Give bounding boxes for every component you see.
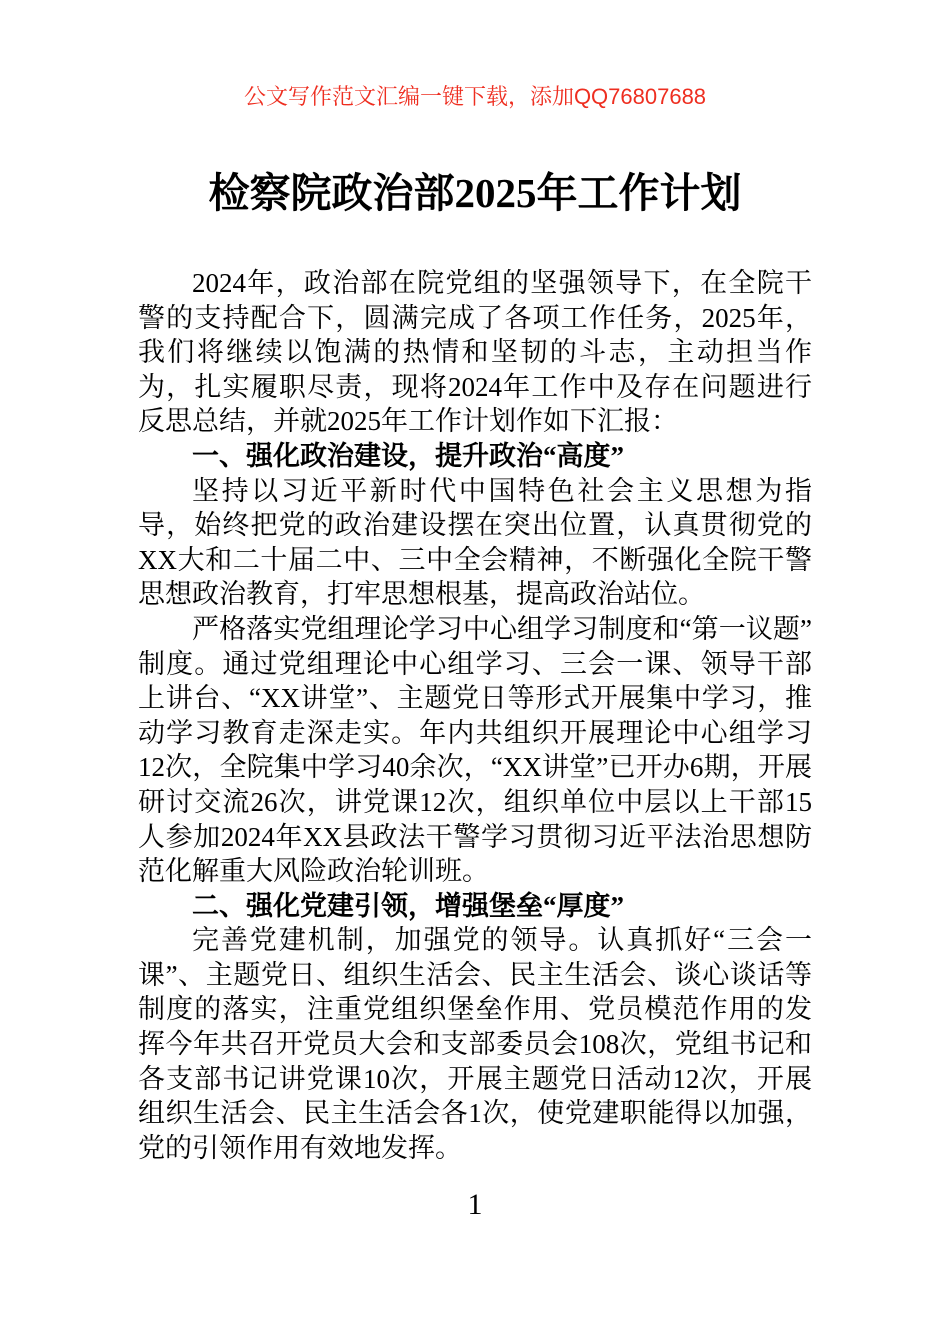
- promo-notice: 公文写作范文汇编一键下载，添加QQ76807688: [243, 84, 707, 109]
- paragraph-intro: 2024年，政治部在院党组的坚强领导下，在全院干警的支持配合下，圆满完成了各项工作任务，2025年，我们将继续以饱满的热情和坚韧的斗志，主动担当作为，扎实履职尽责，现将2024年工作中及存在问题进行反思总结，并就2025年工作计划作如下汇报：: [138, 268, 812, 437]
- section-heading-1: 一、强化政治建设，提升政治“高度”: [192, 440, 624, 471]
- section-heading-2: 二、强化党建引领，增强堡垒“厚度”: [192, 890, 624, 921]
- paragraph-section1-b: 严格落实党组理论学习中心组学习制度和“第一议题”制度。通过党组理论中心组学习、三会一课、领导干部上讲台、“XX讲堂”、主题党日等形式开展集中学习，推动学习教育走深走实。年内共组织开展理论中心组学习12次，全院集中学习40余次，“XX讲堂”已开办6期，开展研讨交流26次，讲党课12次，组织单位中层以上干部15人参加2024年XX县政法干警学习贯彻习近平法治思想防范化解重大风险政治轮训班。: [138, 613, 812, 887]
- document-title: 检察院政治部2025年工作计划: [208, 170, 742, 216]
- page-number: 1: [467, 1188, 483, 1221]
- document-body: [138, 266, 812, 1165]
- paragraph-section1-a: 坚持以习近平新时代中国特色社会主义思想为指导，始终把党的政治建设摆在突出位置，认真贯彻党的XX大和二十届二中、三中全会精神，不断强化全院干警思想政治教育，打牢思想根基，提高政治站位。: [138, 475, 812, 610]
- paragraph-section2-a: 完善党建机制，加强党的领导。认真抓好“三会一课”、主题党日、组织生活会、民主生活会、谈心谈话等制度的落实，注重党组织堡垒作用、党员模范作用的发挥今年共召开党员大会和支部委员会108次，党组书记和各支部书记讲党课10次，开展主题党日活动12次，开展组织生活会、民主生活会各1次，使党建职能得以加强，党的引领作用有效地发挥。: [138, 925, 812, 1163]
